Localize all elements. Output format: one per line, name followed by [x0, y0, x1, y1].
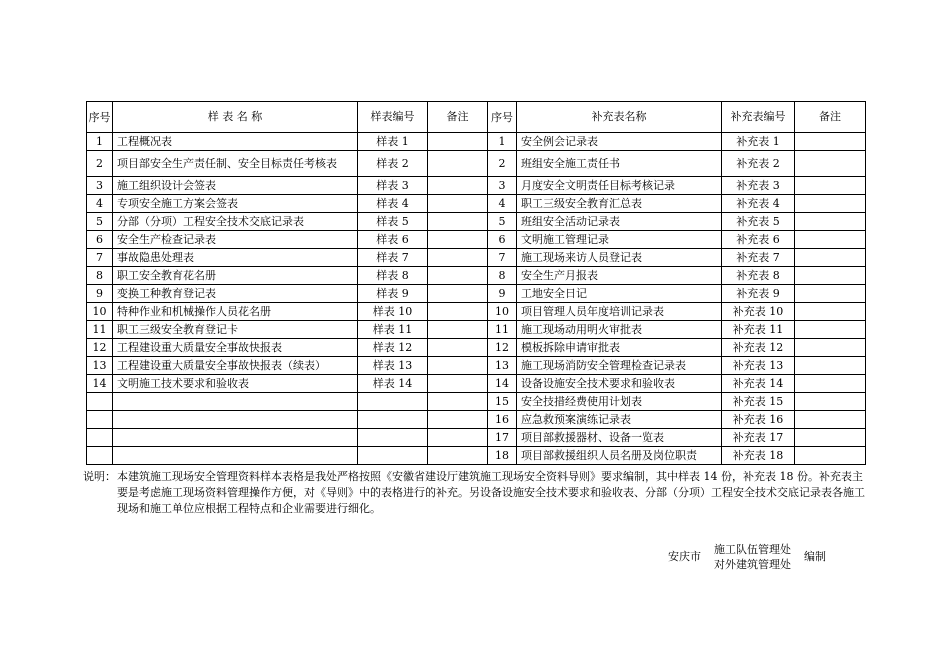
- row-seq: 8: [87, 267, 113, 285]
- row-seq-2: 3: [488, 177, 517, 195]
- row-seq-2: 4: [488, 195, 517, 213]
- row-supp-code: 补充表 11: [722, 321, 795, 339]
- table-row: [87, 321, 866, 339]
- row-supp-name: 施工现场动用明火审批表: [517, 321, 722, 339]
- row-remark: [428, 321, 488, 339]
- row-supp-code: 补充表 8: [722, 267, 795, 285]
- row-remark-2: [795, 285, 866, 303]
- table-row: [87, 375, 866, 393]
- row-form-code: [358, 447, 428, 465]
- row-form-code: 样表 14: [358, 375, 428, 393]
- row-supp-code: 补充表 17: [722, 429, 795, 447]
- table-row: [87, 231, 866, 249]
- row-form-code: 样表 6: [358, 231, 428, 249]
- table-row: [87, 357, 866, 375]
- table-row: [87, 393, 866, 411]
- row-form-code: 样表 2: [358, 151, 428, 177]
- row-remark: [428, 411, 488, 429]
- header-name: 样 表 名 称: [113, 102, 358, 133]
- row-remark: [428, 249, 488, 267]
- row-seq: 6: [87, 231, 113, 249]
- row-form-code: 样表 3: [358, 177, 428, 195]
- row-form-code: [358, 393, 428, 411]
- row-seq: 14: [87, 375, 113, 393]
- row-supp-name: 施工现场来访人员登记表: [517, 249, 722, 267]
- header-code-2: 补充表编号: [722, 102, 795, 133]
- row-supp-name: 应急救预案演练记录表: [517, 411, 722, 429]
- row-remark: [428, 393, 488, 411]
- row-supp-code: 补充表 7: [722, 249, 795, 267]
- row-remark: [428, 133, 488, 151]
- row-remark: [428, 339, 488, 357]
- signature-city: 安庆市: [668, 550, 701, 563]
- row-remark: [428, 429, 488, 447]
- table-row: [87, 267, 866, 285]
- row-supp-code: 补充表 18: [722, 447, 795, 465]
- row-seq: 13: [87, 357, 113, 375]
- note-label: 说明：: [83, 470, 116, 483]
- row-supp-name: 项目部救援组织人员名册及岗位职责: [517, 447, 722, 465]
- row-form-code: 样表 1: [358, 133, 428, 151]
- row-seq-2: 12: [488, 339, 517, 357]
- row-form-name: 文明施工技术要求和验收表: [113, 375, 358, 393]
- row-supp-name: 设备设施安全技术要求和验收表: [517, 375, 722, 393]
- row-form-code: 样表 7: [358, 249, 428, 267]
- row-supp-name: 施工现场消防安全管理检查记录表: [517, 357, 722, 375]
- row-supp-code: 补充表 2: [722, 151, 795, 177]
- row-form-name: 工程概况表: [113, 133, 358, 151]
- row-supp-code: 补充表 10: [722, 303, 795, 321]
- row-form-name: [113, 411, 358, 429]
- row-supp-name: 班组安全施工责任书: [517, 151, 722, 177]
- row-seq-2: 6: [488, 231, 517, 249]
- row-seq-2: 2: [488, 151, 517, 177]
- signature-departments: [714, 542, 791, 572]
- row-seq: 9: [87, 285, 113, 303]
- row-supp-code: 补充表 9: [722, 285, 795, 303]
- row-supp-name: 模板拆除申请审批表: [517, 339, 722, 357]
- row-seq: 4: [87, 195, 113, 213]
- row-supp-code: 补充表 15: [722, 393, 795, 411]
- row-supp-name: 项目部救援器材、设备一览表: [517, 429, 722, 447]
- row-remark-2: [795, 177, 866, 195]
- table-row: [87, 151, 866, 177]
- row-remark-2: [795, 151, 866, 177]
- row-seq-2: 13: [488, 357, 517, 375]
- row-form-name: 安全生产检查记录表: [113, 231, 358, 249]
- header-seq: 序号: [87, 102, 113, 133]
- row-supp-name: 文明施工管理记录: [517, 231, 722, 249]
- row-seq: [87, 429, 113, 447]
- row-remark-2: [795, 357, 866, 375]
- row-remark-2: [795, 339, 866, 357]
- explanation-note: [83, 469, 873, 517]
- row-supp-name: 职工三级安全教育汇总表: [517, 195, 722, 213]
- table-row: [87, 339, 866, 357]
- row-form-code: 样表 12: [358, 339, 428, 357]
- row-seq-2: 16: [488, 411, 517, 429]
- row-seq: 10: [87, 303, 113, 321]
- row-form-name: 特种作业和机械操作人员花名册: [113, 303, 358, 321]
- row-remark: [428, 151, 488, 177]
- table-header-row: [87, 102, 866, 133]
- row-form-name: 工程建设重大质量安全事故快报表: [113, 339, 358, 357]
- row-seq: [87, 393, 113, 411]
- row-form-name: 职工安全教育花名册: [113, 267, 358, 285]
- table-row: [87, 303, 866, 321]
- note-text: 本建筑施工现场安全管理资料样本表格是我处严格按照《安徽省建设厅建筑施工现场安全资料导则》要求编制，其中样表 14 份，补充表 18 份。补充表主要是考虑施工现场资料管理操作方便，对《导则》中的表格进行的补充。另设备设施安全技术要求和验收表、分部（分项）工程安全技术交底记录表各施工现场和施工单位应根据工程特点和企业需要进行细化。: [117, 470, 865, 515]
- row-remark-2: [795, 195, 866, 213]
- header-seq-2: 序号: [488, 102, 517, 133]
- row-supp-name: 项目管理人员年度培训记录表: [517, 303, 722, 321]
- row-seq: 12: [87, 339, 113, 357]
- row-form-code: 样表 13: [358, 357, 428, 375]
- row-seq: [87, 411, 113, 429]
- table-row: [87, 195, 866, 213]
- row-seq-2: 7: [488, 249, 517, 267]
- row-remark: [428, 375, 488, 393]
- row-seq-2: 5: [488, 213, 517, 231]
- row-form-code: [358, 411, 428, 429]
- row-form-name: [113, 447, 358, 465]
- row-form-code: 样表 10: [358, 303, 428, 321]
- row-remark: [428, 177, 488, 195]
- header-name-2: 补充表名称: [517, 102, 722, 133]
- row-remark-2: [795, 249, 866, 267]
- row-remark-2: [795, 447, 866, 465]
- header-code: 样表编号: [358, 102, 428, 133]
- row-form-name: 事故隐患处理表: [113, 249, 358, 267]
- row-seq-2: 10: [488, 303, 517, 321]
- row-remark: [428, 285, 488, 303]
- row-remark-2: [795, 393, 866, 411]
- row-supp-name: 安全例会记录表: [517, 133, 722, 151]
- row-form-code: [358, 429, 428, 447]
- row-form-code: 样表 4: [358, 195, 428, 213]
- row-form-name: 施工组织设计会签表: [113, 177, 358, 195]
- table-row: [87, 249, 866, 267]
- row-remark-2: [795, 213, 866, 231]
- signature-dept-2: 对外建筑管理处: [714, 558, 791, 571]
- row-seq-2: 11: [488, 321, 517, 339]
- row-remark-2: [795, 411, 866, 429]
- row-remark-2: [795, 429, 866, 447]
- row-seq-2: 1: [488, 133, 517, 151]
- row-remark-2: [795, 375, 866, 393]
- row-supp-name: 工地安全日记: [517, 285, 722, 303]
- row-seq: 1: [87, 133, 113, 151]
- table-row: [87, 447, 866, 465]
- row-form-name: [113, 393, 358, 411]
- row-supp-name: 安全生产月报表: [517, 267, 722, 285]
- table-row: [87, 133, 866, 151]
- row-seq: 5: [87, 213, 113, 231]
- signature-compile: 编制: [804, 550, 826, 563]
- table-row: [87, 177, 866, 195]
- row-seq: 7: [87, 249, 113, 267]
- header-remark-2: 备注: [795, 102, 866, 133]
- row-remark-2: [795, 267, 866, 285]
- forms-index-table: [86, 101, 866, 465]
- row-remark-2: [795, 133, 866, 151]
- row-supp-code: 补充表 1: [722, 133, 795, 151]
- row-seq-2: 8: [488, 267, 517, 285]
- row-remark: [428, 213, 488, 231]
- row-seq: [87, 447, 113, 465]
- row-supp-code: 补充表 6: [722, 231, 795, 249]
- row-form-name: 变换工种教育登记表: [113, 285, 358, 303]
- row-seq-2: 17: [488, 429, 517, 447]
- row-supp-code: 补充表 14: [722, 375, 795, 393]
- row-seq: 3: [87, 177, 113, 195]
- table-row: [87, 285, 866, 303]
- row-remark: [428, 447, 488, 465]
- row-seq-2: 18: [488, 447, 517, 465]
- row-form-code: 样表 5: [358, 213, 428, 231]
- row-seq-2: 14: [488, 375, 517, 393]
- row-supp-code: 补充表 3: [722, 177, 795, 195]
- row-supp-code: 补充表 4: [722, 195, 795, 213]
- row-supp-code: 补充表 12: [722, 339, 795, 357]
- header-remark: 备注: [428, 102, 488, 133]
- row-remark: [428, 303, 488, 321]
- row-seq: 11: [87, 321, 113, 339]
- row-form-name: 专项安全施工方案会签表: [113, 195, 358, 213]
- row-remark-2: [795, 321, 866, 339]
- table-row: [87, 411, 866, 429]
- row-remark: [428, 231, 488, 249]
- row-supp-code: 补充表 5: [722, 213, 795, 231]
- row-form-code: 样表 9: [358, 285, 428, 303]
- row-supp-name: 安全技措经费使用计划表: [517, 393, 722, 411]
- row-supp-name: 月度安全文明责任目标考核记录: [517, 177, 722, 195]
- row-remark: [428, 267, 488, 285]
- row-form-code: 样表 8: [358, 267, 428, 285]
- row-form-code: 样表 11: [358, 321, 428, 339]
- signature-dept-1: 施工队伍管理处: [714, 543, 791, 556]
- row-supp-name: 班组安全活动记录表: [517, 213, 722, 231]
- row-remark: [428, 195, 488, 213]
- row-seq: 2: [87, 151, 113, 177]
- row-remark-2: [795, 303, 866, 321]
- row-form-name: [113, 429, 358, 447]
- table-row: [87, 429, 866, 447]
- row-seq-2: 15: [488, 393, 517, 411]
- row-form-name: 工程建设重大质量安全事故快报表（续表）: [113, 357, 358, 375]
- row-remark-2: [795, 231, 866, 249]
- row-form-name: 分部（分项）工程安全技术交底记录表: [113, 213, 358, 231]
- row-form-name: 职工三级安全教育登记卡: [113, 321, 358, 339]
- row-supp-code: 补充表 16: [722, 411, 795, 429]
- table-row: [87, 213, 866, 231]
- row-form-name: 项目部安全生产责任制、安全目标责任考核表: [113, 151, 358, 177]
- row-remark: [428, 357, 488, 375]
- row-supp-code: 补充表 13: [722, 357, 795, 375]
- row-seq-2: 9: [488, 285, 517, 303]
